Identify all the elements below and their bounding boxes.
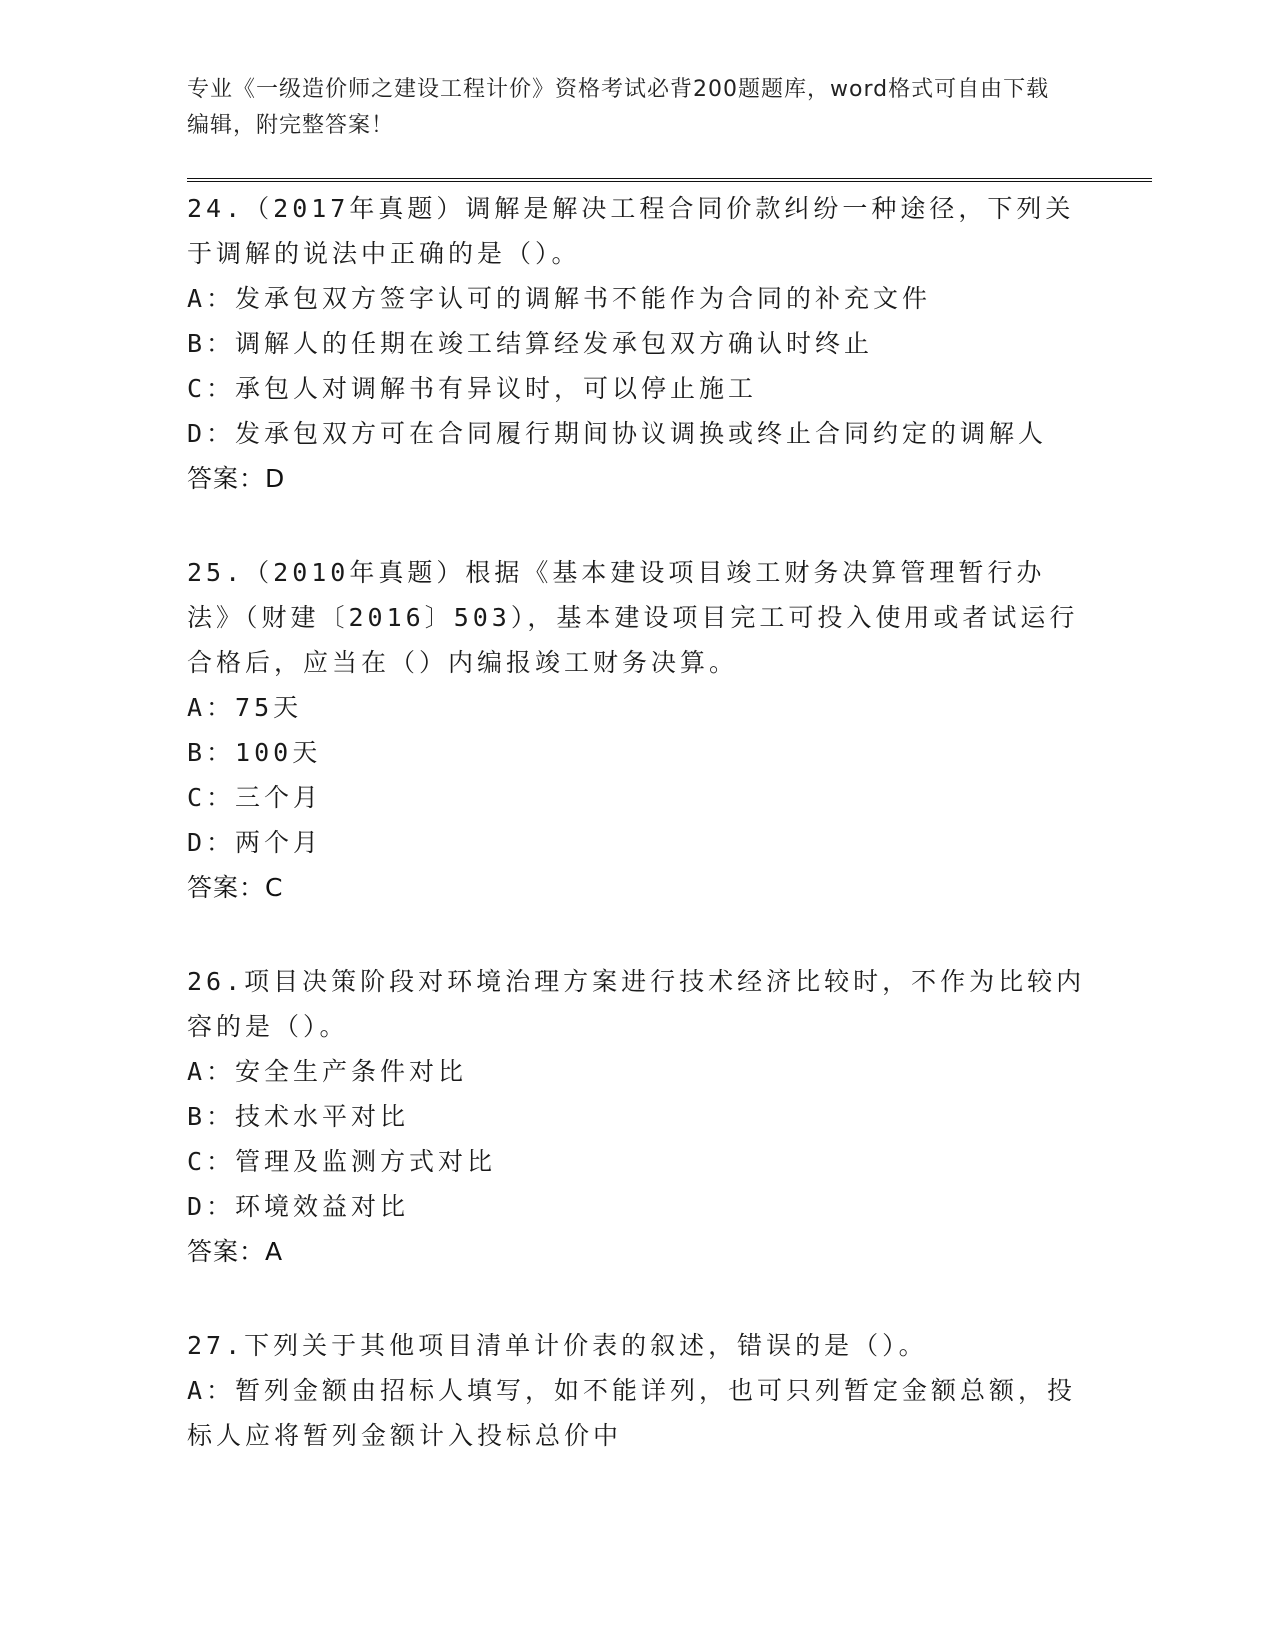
question-27 bbox=[187, 1323, 1087, 1458]
option-a-continued: 标人应将暂列金额计入投标总价中 bbox=[187, 1421, 623, 1450]
option-a: A：75天 bbox=[187, 693, 303, 722]
question-stem: 26.项目决策阶段对环境治理方案进行技术经济比较时，不作为比较内容的是（）。 bbox=[187, 967, 1086, 1041]
answer-line bbox=[187, 865, 1087, 910]
answer-value: D bbox=[265, 464, 286, 493]
option-c: C：承包人对调解书有异议时，可以停止施工 bbox=[187, 374, 758, 403]
answer-value: C bbox=[265, 873, 284, 902]
answer-line bbox=[187, 456, 1087, 501]
question-24 bbox=[187, 186, 1087, 501]
answer-value: A bbox=[265, 1237, 284, 1266]
answer-label: 答案： bbox=[187, 464, 266, 493]
answer-line bbox=[187, 1229, 1087, 1274]
option-a: A：发承包双方签字认可的调解书不能作为合同的补充文件 bbox=[187, 284, 932, 313]
question-stem: 25.（2010年真题）根据《基本建设项目竣工财务决算管理暂行办法》（财建〔2016〕503），基本建设项目完工可投入使用或者试运行合格后，应当在（）内编报竣工财务决算。 bbox=[187, 558, 1079, 677]
question-stem: 27.下列关于其他项目清单计价表的叙述，错误的是（）。 bbox=[187, 1331, 928, 1360]
option-b: B：技术水平对比 bbox=[187, 1102, 410, 1131]
question-stem: 24.（2017年真题）调解是解决工程合同价款纠纷一种途径，下列关于调解的说法中正确的是（）。 bbox=[187, 194, 1075, 268]
option-a: A：安全生产条件对比 bbox=[187, 1057, 468, 1086]
option-a: A：暂列金额由招标人填写，如不能详列，也可只列暂定金额总额，投 bbox=[187, 1376, 1077, 1405]
question-26 bbox=[187, 959, 1087, 1274]
option-c: C：三个月 bbox=[187, 783, 323, 812]
option-b: B：100天 bbox=[187, 738, 322, 767]
question-25 bbox=[187, 550, 1087, 910]
page-header: 专业《一级造价师之建设工程计价》资格考试必背200题题库，word格式可自由下载编辑，附完整答案！ bbox=[187, 77, 1050, 138]
answer-label: 答案： bbox=[187, 1237, 266, 1266]
option-d: D：发承包双方可在合同履行期间协议调换或终止合同约定的调解人 bbox=[187, 419, 1048, 448]
header-divider bbox=[187, 178, 1152, 182]
option-b: B：调解人的任期在竣工结算经发承包双方确认时终止 bbox=[187, 329, 874, 358]
option-d: D：两个月 bbox=[187, 828, 323, 857]
option-c: C：管理及监测方式对比 bbox=[187, 1147, 497, 1176]
option-d: D：环境效益对比 bbox=[187, 1192, 410, 1221]
answer-label: 答案： bbox=[187, 873, 266, 902]
